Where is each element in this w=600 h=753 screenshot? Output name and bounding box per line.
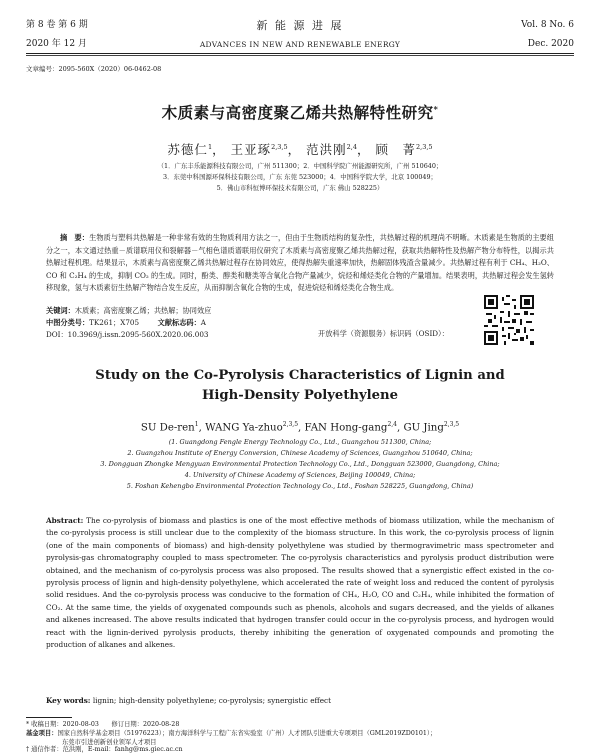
chinese-keywords: 关键词：木质素；高密度聚乙烯；共热解；协同效应 [46, 306, 212, 315]
header-journal-cn: 新 能 源 进 展 [256, 19, 344, 32]
english-abstract-label: Abstract: [46, 516, 84, 525]
chinese-affiliation-line: 5．佛山市科恒博环保技术有限公司，广东 佛山 528225） [216, 184, 384, 192]
footnote-rule [26, 717, 72, 718]
chinese-affiliation-line: （1．广东丰乐能源科技有限公司，广州 511300；2．中国科学院广州能源研究所，广州 510640； [157, 162, 443, 170]
english-affiliation-line: 2. Guangzhou Institute of Energy Conversion, Chinese Academy of Sciences, Guangzhou 510640, China; [127, 449, 473, 457]
osid-label: 开放科学（资源服务）标识码（OSID）： [318, 329, 449, 338]
english-affiliation-line: (1. Guangdong Fengle Energy Technology Co., Ltd., Guangzhou 511300, China; [168, 438, 432, 446]
english-affiliation-line: 4. University of Chinese Academy of Sciences, Beijing 100049, China; [184, 471, 416, 479]
author-name: FAN Hong-gang [304, 422, 388, 434]
author-name: GU Jing [403, 422, 444, 434]
header-date-en: Dec. 2020 [527, 39, 574, 49]
chinese-abstract [46, 232, 554, 295]
english-abstract [46, 515, 554, 651]
english-authors: SU De-ren$^1$, WANG Ya-zhuo$^{2,3,5}$, FAN Hong-gang$^{2,4}$, GU Jing$^{2,3,5}$ [140, 421, 460, 434]
english-title-line: Study on the Co-Pyrolysis Characteristics of Lignin and [95, 368, 505, 383]
author-name: 范洪刚 [306, 142, 347, 157]
english-abstract-text: The co-pyrolysis of biomass and plastics is one of the most effective methods of biomass utilization, while the mechanism of the co-pyrolysis process is still unclear due to the complexity of the biomass structure. In this work, the co-pyrolysis process of lignin (one of the main components of biomass) and high-density polyethylene was studied by thermogravimetric mass spectrometer and pyrolysis-gas chromatography coupled to mass spectrometer. The co-pyrolysis characteristics and pyrolysis product distribution were obtained, and the mechanism of co-pyrolysis process was also proposed. The results showed that a synergistic effect existed in the co-pyrolysis process of lignin and high-density polyethylene, which accelerated the rate of weight loss and reduced the content of pyrolysis solid residues. And the co-pyrolysis process was conducive to the formation of CH₄, H₂O, CO and C₂H₄, while inhibited the formation of CO₂. At the same time, the yields of oxygenated compounds such as phenols, alcohols and sugars decreased, and the yields of alkanes and alkenes increased. The above results indicated that hydrogen transfer could occur in the co-pyrolysis process, and hydrogen would react with the lignin-derived pyrolysis products, thereby inhibiting the generation of oxygenated compounds and promoting the production of alkanes and alkenes. [46, 516, 554, 650]
qr-code-icon[interactable] [484, 295, 534, 345]
english-title [0, 366, 600, 406]
chinese-authors: 苏德仁$^1$， 王亚琢$^{2,3,5}$， 范洪刚$^{2,4}$， 顾 菁$^{2,3,5}$ [167, 142, 433, 157]
header-rule [26, 53, 574, 54]
chinese-abstract-text: 生物质与塑料共热解是一种非常有效的生物质利用方法之一，但由于生物质结构的复杂性，共热解过程的机理尚不明晰。木质素是生物质的主要组分之一，本文通过热重－质谱联用仪和裂解器－气相色谱质谱联用仪研究了木质素与高密度聚乙烯共热解过程，获取共热解特性及热解产物分布特性，以揭示共热解过程机理。结果显示，木质素与高密度聚乙烯共热解过程存在协同效应，使得热解失重速率加快，热解固体残渣含量减少。共热解过程有利于 CH₄、H₂O、CO 和 C₂H₄ 的生成，抑制 CO₂ 的生成。同时，酚类、醇类和糖类等含氧化合物产量减少，烷烃和烯烃类化合物的产量增加。结果表明，共热解过程会发生氢转移现象，氢与木质素衍生热解产物结合发生反应，从而抑制含氧化合物的生成，促进烷烃和烯烃类化合物生成。 [46, 233, 554, 293]
footnote-corresponding: † 通信作者：范洪刚，E-mail：fanhg@ms.giec.ac.cn [26, 746, 183, 753]
article-number: 文章编号：2095-560X（2020）06-0462-08 [26, 65, 162, 73]
footnote-funding-cont: 东莞市引进创新创业领军人才项目 [62, 739, 157, 746]
author-name: 顾 菁 [375, 142, 417, 157]
english-keywords: Key words: lignin; high-density polyethylene; co-pyrolysis; synergistic effect [46, 696, 332, 705]
header-date-cn: 2020 年 12 月 [26, 39, 87, 49]
author-name: WANG Ya-zhuo [205, 422, 283, 434]
header-issue-cn: 第 8 卷 第 6 期 [26, 20, 88, 30]
chinese-abstract-label: 摘 要： [60, 233, 90, 242]
header-volume-en: Vol. 8 No. 6 [521, 20, 574, 30]
author-name: SU De-ren [140, 422, 195, 434]
footnote-funding: 基金项目：国家自然科学基金项目（51976223）；南方海洋科学与工程广东省实验室（广州）人才团队引进重大专项项目（GML2019ZD0101）； [26, 730, 437, 737]
doi-line: DOI：10.3969/j.issn.2095-560X.2020.06.003 [46, 330, 209, 339]
chinese-affiliation-line: 3．东莞中科国源环保科技有限公司，广东 东莞 523000；4．中国科学院大学，北京 100049； [163, 173, 437, 181]
header-journal-en: ADVANCES IN NEW AND RENEWABLE ENERGY [199, 40, 401, 49]
english-affiliation-line: 5. Foshan Kehengbo Environmental Protection Technology Co., Ltd., Foshan 528225, Guangdong, China) [126, 482, 474, 490]
footnote-received: * 收稿日期：2020-08-03 修订日期：2020-08-28 [26, 721, 180, 728]
author-name: 苏德仁 [167, 142, 208, 157]
chinese-title-text: 木质素与高密度聚乙烯共热解特性研究 [161, 103, 434, 122]
english-title-line: High-Density Polyethylene [201, 388, 399, 403]
title-footnote-mark: * [433, 103, 439, 114]
classification-line: 中图分类号：TK261；X705 文献标志码：A [46, 318, 206, 327]
english-affiliation-line: 3. Dongguan Zhongke Mengyuan Environmental Protection Technology Co., Ltd., Dongguan 523000, Guangdong, China; [100, 460, 500, 468]
chinese-title [0, 101, 600, 123]
author-name: 王亚琢 [230, 142, 272, 157]
header-rule-thin [26, 55, 574, 56]
